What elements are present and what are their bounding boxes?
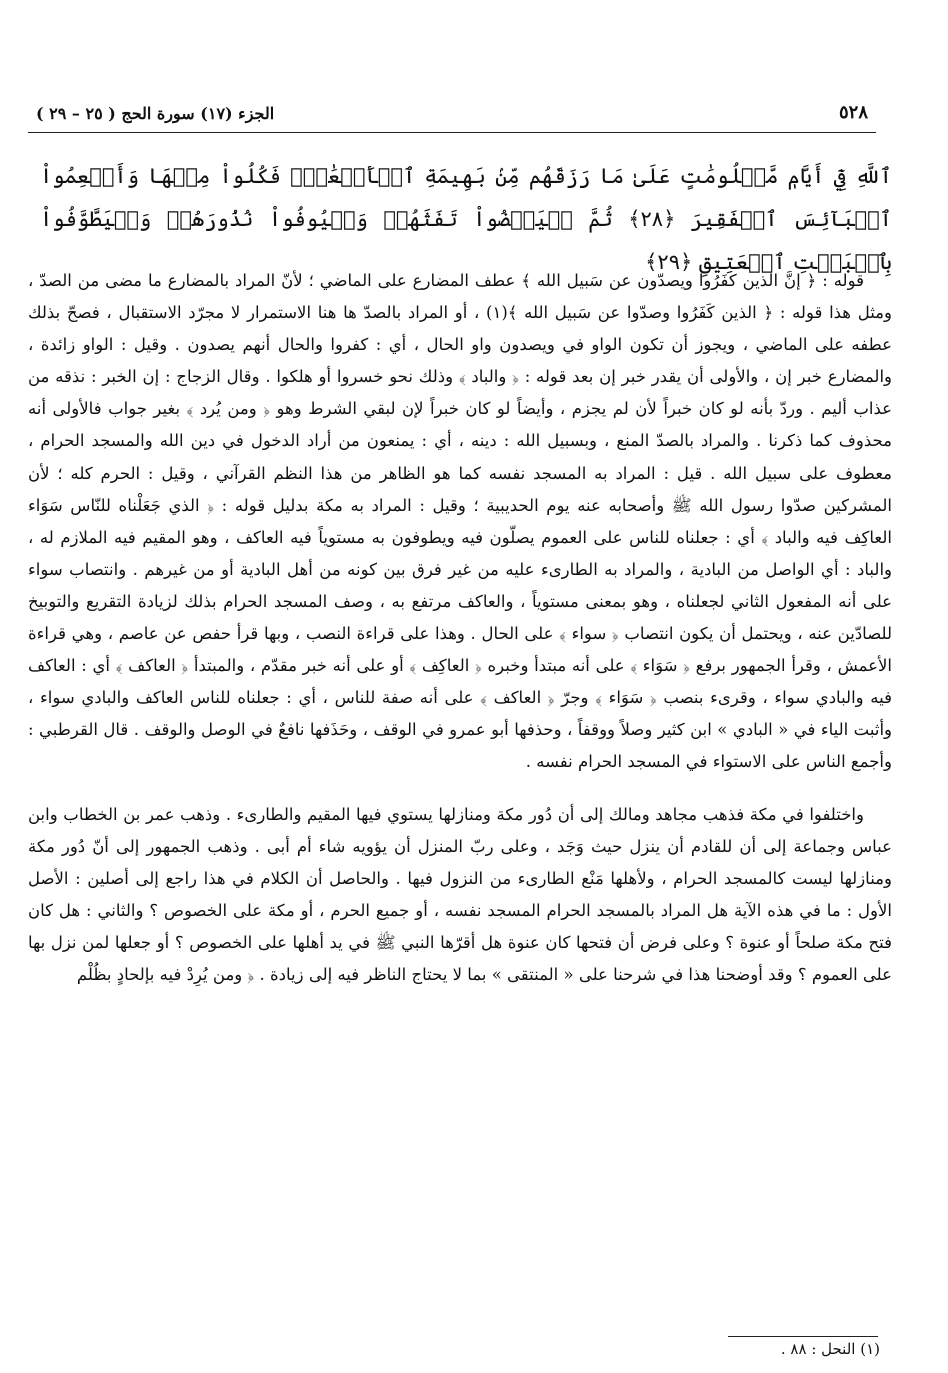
footnote: (١) النحل : ٨٨ . <box>780 1340 880 1358</box>
paragraph: واختلفوا في مكة فذهب مجاهد ومالك إلى أن دُور مكة ومنازلها يستوي فيها المقيم والطارىء . وذهب عمر بن الخطاب وابن عباس وجماعة إلى أن للقادم أن ينزل حيث وَجَد ، وعلى ربّ المنزل أن يؤويه شاء أم أبى . وذهب الجمهور إلى أنّ دُور مكة ومنازلها ليست كالمسجد الحرام ، ولأهلها مَنْع الطارىء من النزول فيها . والحاصل أن الكلام في هذا راجع إلى أصلين : الأصل الأول : ما في هذه الآية هل المراد بالمسجد الحرام المسجد نفسه ، أو جميع الحرم ، أو مكة على الخصوص ؟ والثاني : هل كان فتح مكة صلحاً أو عنوة ؟ وعلى فرض أن فتحها كان عنوة هل أقرّها النبي ﷺ في يد أهلها على الخصوص ؟ أو جعلها لمن نزل بها على العموم ؟ وقد أوضحنا هذا في شرحنا على « المنتقى » بما لا يحتاج الناظر فيه إلى زيادة . ﴿ ومن يُرِدْ فيه بإلحادٍ بظُلْم <box>28 804 892 984</box>
paragraph: قوله : ﴿ إنَّ الذين كفَرُوا ويصدّون عن سَبيل الله ﴾ عطف المضارع على الماضي ؛ لأنّ المراد بالمضارع ما مضى من الصدّ ، ومثل هذا قوله : ﴿ الذين كَفَرُوا وصدّوا عن سَبيل الله ﴾(١) ، أو المراد بالصدّ ها هنا الاستمرار لا مجرّد الاستقبال ، فصحّ بذلك عطفه على الماضي ، ويجوز أن تكون الواو في ويصدون واو الحال ، أي : كفروا والحال أنهم يصدون . وقيل : الواو زائدة ، والمضارع خبر إن ، والأولى أن يقدر خبر إن بعد قوله : ﴿ والباد ﴾ وذلك نحو خسروا أو هلكوا . وقال الزجاج : إن الخبر : نذقه من عذاب أليم . وردّ بأنه لو كان خبراً لأن لم يجزم ، وأيضاً لو كان خبراً لإن لبقي الشرط وهو ﴿ ومن يُرد ﴾ بغير جواب فالأولى أنه محذوف كما ذكرنا . والمراد بالصدّ المنع ، وبسبيل الله : دينه ، أي : يمنعون من أراد الدخول في دين الله والمسجد الحرام ، معطوف على سبيل الله . قيل : المراد به المسجد نفسه كما هو الظاهر من هذا النظم القرآني ، وقيل : الحرم كله ؛ لأن المشركين صدّوا رسول الله ﷺ وأصحابه عنه يوم الحديبية ؛ وقيل : المراد به مكة بدليل قوله : ﴿ الذي جَعَلْناه للنّاس سَوَاء العاكِف فيه والباد ﴾ أي : جعلناه للناس على العموم يصلّون فيه ويطوفون به مستوياً فيه العاكف ، وهو المقيم فيه الملازم له ، والباد : أي الواصل من البادية ، والمراد به الطارىء عليه من غير فرق بين كونه من أهل البادية أو من غيرهم . وانتصاب سواء على أنه المفعول الثاني لجعلناه ، وهو بمعنى مستوياً ، والعاكف مرتفع به ، وصف المسجد الحرام بذلك لزيادة التقريع والتوبيخ للصادّين عنه ، ويحتمل أن يكون انتصاب ﴿ سواء ﴾ على الحال . وهذا على قراءة النصب ، وبها قرأ حفص عن عاصم ، وهي قراءة الأعمش ، وقرأ الجمهور برفع ﴿ سَوَاء ﴾ على أنه مبتدأ وخبره ﴿ العاكِف ﴾ أو على أنه خبر مقدّم ، والمبتدأ ﴿ العاكف ﴾ أي : العاكف فيه والبادي سواء ، وقرىء بنصب ﴿ سَوَاء ﴾ وجرّ ﴿ العاكف ﴾ على أنه صفة للناس ، أي : جعلناه للناس العاكف والبادي سواء ، وأثبت الياء في « البادي » ابن كثير وصلاً ووقفاً ، وحذفها أبو عمرو في الوقف ، وحَذَفها نافعٌ في الوصل والوقف . قال القرطبي : وأجمع الناس على الاستواء في المسجد الحرام نفسه . <box>28 271 892 772</box>
footnote-separator <box>728 1336 878 1337</box>
page-header <box>28 92 876 133</box>
commentary-body <box>28 265 892 991</box>
quran-verses: ٱللَّهِ فِيٓ أَيَّامٖ مَّعۡلُومَٰتٍ عَلَىٰ مَا رَزَقَهُم مِّنۢ بَهِيمَةِ ٱلۡأَنۡعَٰمِۖ فَكُلُواْ مِنۡهَا وَأَطۡعِمُواْ ٱلۡبَآئِسَ ٱلۡفَقِيرَ ﴿٢٨﴾ ثُمَّ لۡيَقۡضُواْ تَفَثَهُمۡ وَلۡيُوفُواْ نُذُورَهُمۡ وَلۡيَطَّوَّفُواْ بِٱلۡبَيۡتِ ٱلۡعَتِيقِ ﴿٢٩﴾ <box>40 164 892 274</box>
running-title: الجزء (١٧) سورة الحج ( ٢٥ – ٢٩ ) <box>36 104 275 123</box>
page-number: ٥٢٨ <box>838 102 868 123</box>
